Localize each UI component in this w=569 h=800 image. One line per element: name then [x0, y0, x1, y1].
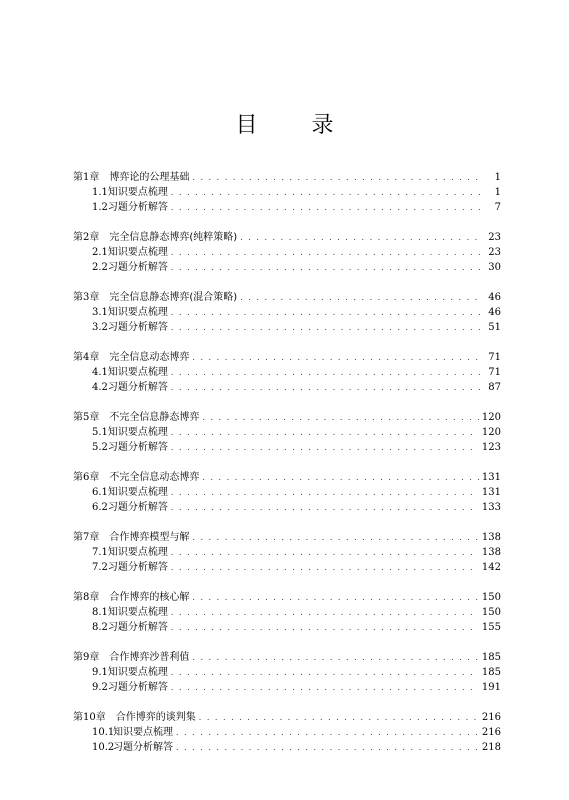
page-number: 120	[481, 427, 501, 438]
chapter-title: 合作博弈的谈判集	[115, 712, 196, 723]
dot-leader	[171, 425, 479, 440]
page-number: 123	[481, 442, 501, 453]
page-number: 138	[481, 547, 501, 558]
chapter-label	[73, 230, 237, 245]
page-number: 1	[494, 172, 501, 183]
chapter-title: 不完全信息动态博弈	[109, 472, 200, 483]
dot-leader	[171, 185, 482, 200]
chapter-title: 完全信息动态博弈	[109, 352, 190, 363]
page-number: 155	[481, 622, 501, 633]
dot-leader	[171, 500, 479, 515]
dot-leader	[192, 350, 482, 365]
section-number: 1.1	[92, 187, 108, 198]
toc-section-entry[interactable]	[73, 740, 501, 755]
section-number: 1.2	[92, 202, 108, 213]
section-title: 知识要点梳理	[113, 727, 173, 738]
section-number: 8.2	[92, 622, 108, 633]
section-number: 6.2	[92, 502, 108, 513]
chapter-label	[73, 710, 196, 725]
chapter-title: 不完全信息静态博弈	[109, 412, 200, 423]
toc-chapter-group	[73, 470, 501, 515]
page-number: 46	[488, 292, 501, 303]
toc-section-entry[interactable]	[73, 305, 501, 320]
toc-chapter-entry[interactable]	[73, 230, 501, 245]
page-number: 218	[481, 742, 501, 753]
section-title: 习题分析解答	[113, 742, 173, 753]
chapter-label	[73, 530, 189, 545]
section-title: 习题分析解答	[107, 262, 168, 273]
page-number: 1	[494, 187, 501, 198]
dot-leader	[176, 740, 479, 755]
section-title: 习题分析解答	[107, 562, 168, 573]
dot-leader	[171, 560, 479, 575]
section-title: 知识要点梳理	[107, 427, 168, 438]
section-title: 知识要点梳理	[107, 187, 168, 198]
toc-section-entry[interactable]	[73, 605, 501, 620]
toc-section-entry[interactable]	[73, 620, 501, 635]
chapter-title: 合作博弈沙普利值	[109, 652, 190, 663]
toc-chapter-entry[interactable]	[73, 590, 501, 605]
section-number: 4.1	[92, 367, 108, 378]
page-number: 150	[481, 607, 501, 618]
table-of-contents	[73, 170, 501, 770]
toc-chapter-entry[interactable]	[73, 530, 501, 545]
chapter-label	[73, 470, 199, 485]
dot-leader	[171, 260, 482, 275]
section-number: 4.2	[92, 382, 108, 393]
toc-section-entry[interactable]	[73, 200, 501, 215]
toc-chapter-entry[interactable]	[73, 650, 501, 665]
dot-leader	[199, 710, 479, 725]
toc-chapter-group	[73, 170, 501, 215]
chapter-title: 博弈论的公理基础	[109, 172, 190, 183]
dot-leader	[202, 410, 479, 425]
chapter-number: 第8章	[73, 592, 100, 603]
toc-section-entry[interactable]	[73, 725, 501, 740]
page-number: 185	[481, 667, 501, 678]
page-number: 216	[481, 712, 501, 723]
dot-leader	[171, 320, 482, 335]
toc-chapter-entry[interactable]	[73, 290, 501, 305]
section-title: 知识要点梳理	[107, 667, 168, 678]
page-number: 185	[481, 652, 501, 663]
section-number: 9.2	[92, 682, 108, 693]
toc-chapter-entry[interactable]	[73, 410, 501, 425]
page-number: 133	[481, 502, 501, 513]
page-title: 目 录	[235, 113, 350, 138]
toc-chapter-entry[interactable]	[73, 170, 501, 185]
page-number: 23	[488, 232, 501, 243]
toc-chapter-group	[73, 530, 501, 575]
page-number: 138	[481, 532, 501, 543]
chapter-label	[73, 350, 189, 365]
toc-chapter-group	[73, 290, 501, 335]
dot-leader	[171, 200, 482, 215]
section-number: 3.1	[92, 307, 108, 318]
page-number: 131	[481, 487, 501, 498]
section-number: 3.2	[92, 322, 108, 333]
chapter-number: 第7章	[73, 532, 100, 543]
page-number: 71	[488, 352, 501, 363]
toc-section-entry[interactable]	[73, 500, 501, 515]
section-number: 10.2	[92, 742, 115, 753]
chapter-number: 第4章	[73, 352, 100, 363]
page-number: 23	[488, 247, 501, 258]
section-title: 习题分析解答	[107, 622, 168, 633]
chapter-number: 第10章	[73, 712, 106, 723]
section-title: 习题分析解答	[107, 382, 168, 393]
dot-leader	[192, 170, 482, 185]
chapter-number: 第1章	[73, 172, 100, 183]
dot-leader	[192, 650, 479, 665]
dot-leader	[171, 305, 482, 320]
dot-leader	[240, 290, 482, 305]
dot-leader	[192, 530, 479, 545]
dot-leader	[171, 440, 479, 455]
toc-section-entry[interactable]	[73, 545, 501, 560]
chapter-number: 第3章	[73, 292, 100, 303]
toc-section-entry[interactable]	[73, 320, 501, 335]
section-number: 7.1	[92, 547, 108, 558]
toc-section-entry[interactable]	[73, 245, 501, 260]
toc-section-entry[interactable]	[73, 440, 501, 455]
chapter-label	[73, 170, 189, 185]
chapter-label	[73, 650, 189, 665]
toc-section-entry[interactable]	[73, 665, 501, 680]
dot-leader	[171, 605, 479, 620]
section-number: 8.1	[92, 607, 108, 618]
page-number: 150	[481, 592, 501, 603]
page-number: 216	[481, 727, 501, 738]
chapter-label	[73, 410, 199, 425]
section-title: 知识要点梳理	[107, 367, 168, 378]
dot-leader	[240, 230, 482, 245]
page-number: 46	[488, 307, 501, 318]
toc-chapter-group	[73, 350, 501, 395]
section-title: 知识要点梳理	[107, 607, 168, 618]
toc-section-entry[interactable]	[73, 485, 501, 500]
toc-chapter-entry[interactable]	[73, 710, 501, 725]
chapter-label	[73, 290, 237, 305]
section-title: 知识要点梳理	[107, 247, 168, 258]
page-number: 142	[481, 562, 501, 573]
dot-leader	[171, 620, 479, 635]
dot-leader	[171, 365, 482, 380]
toc-chapter-group	[73, 650, 501, 695]
section-title: 习题分析解答	[107, 442, 168, 453]
toc-chapter-group	[73, 410, 501, 455]
dot-leader	[171, 380, 482, 395]
toc-chapter-entry[interactable]	[73, 470, 501, 485]
section-title: 习题分析解答	[107, 502, 168, 513]
section-number: 7.2	[92, 562, 108, 573]
page-number: 30	[488, 262, 501, 273]
toc-chapter-group	[73, 590, 501, 635]
section-number: 9.1	[92, 667, 108, 678]
toc-section-entry[interactable]	[73, 560, 501, 575]
page-number: 7	[494, 202, 501, 213]
section-title: 习题分析解答	[107, 682, 168, 693]
dot-leader	[192, 590, 479, 605]
chapter-number: 第6章	[73, 472, 100, 483]
page-number: 87	[488, 382, 501, 393]
section-number: 5.2	[92, 442, 108, 453]
toc-section-entry[interactable]	[73, 425, 501, 440]
toc-section-entry[interactable]	[73, 380, 501, 395]
page-number: 191	[481, 682, 501, 693]
dot-leader	[171, 485, 479, 500]
section-title: 知识要点梳理	[107, 307, 168, 318]
section-number: 10.1	[92, 727, 115, 738]
section-number: 2.1	[92, 247, 108, 258]
dot-leader	[171, 680, 479, 695]
chapter-title: 合作博弈的核心解	[109, 592, 190, 603]
dot-leader	[171, 665, 479, 680]
toc-chapter-entry[interactable]	[73, 350, 501, 365]
section-number: 6.1	[92, 487, 108, 498]
section-title: 知识要点梳理	[107, 487, 168, 498]
dot-leader	[176, 725, 479, 740]
section-title: 习题分析解答	[107, 322, 168, 333]
section-number: 2.2	[92, 262, 108, 273]
section-number: 5.1	[92, 427, 108, 438]
toc-section-entry[interactable]	[73, 260, 501, 275]
toc-section-entry[interactable]	[73, 680, 501, 695]
chapter-number: 第5章	[73, 412, 100, 423]
page-number: 131	[481, 472, 501, 483]
page-number: 51	[488, 322, 501, 333]
chapter-title: 完全信息静态博弈(纯粹策略)	[109, 232, 238, 243]
chapter-title: 完全信息静态博弈(混合策略)	[109, 292, 238, 303]
section-title: 习题分析解答	[107, 202, 168, 213]
page-number: 71	[488, 367, 501, 378]
dot-leader	[202, 470, 479, 485]
page-number: 120	[481, 412, 501, 423]
chapter-title: 合作博弈模型与解	[109, 532, 190, 543]
dot-leader	[171, 545, 479, 560]
toc-chapter-group	[73, 710, 501, 755]
dot-leader	[171, 245, 482, 260]
toc-section-entry[interactable]	[73, 365, 501, 380]
section-title: 知识要点梳理	[107, 547, 168, 558]
toc-section-entry[interactable]	[73, 185, 501, 200]
chapter-label	[73, 590, 189, 605]
chapter-number: 第9章	[73, 652, 100, 663]
chapter-number: 第2章	[73, 232, 100, 243]
toc-chapter-group	[73, 230, 501, 275]
